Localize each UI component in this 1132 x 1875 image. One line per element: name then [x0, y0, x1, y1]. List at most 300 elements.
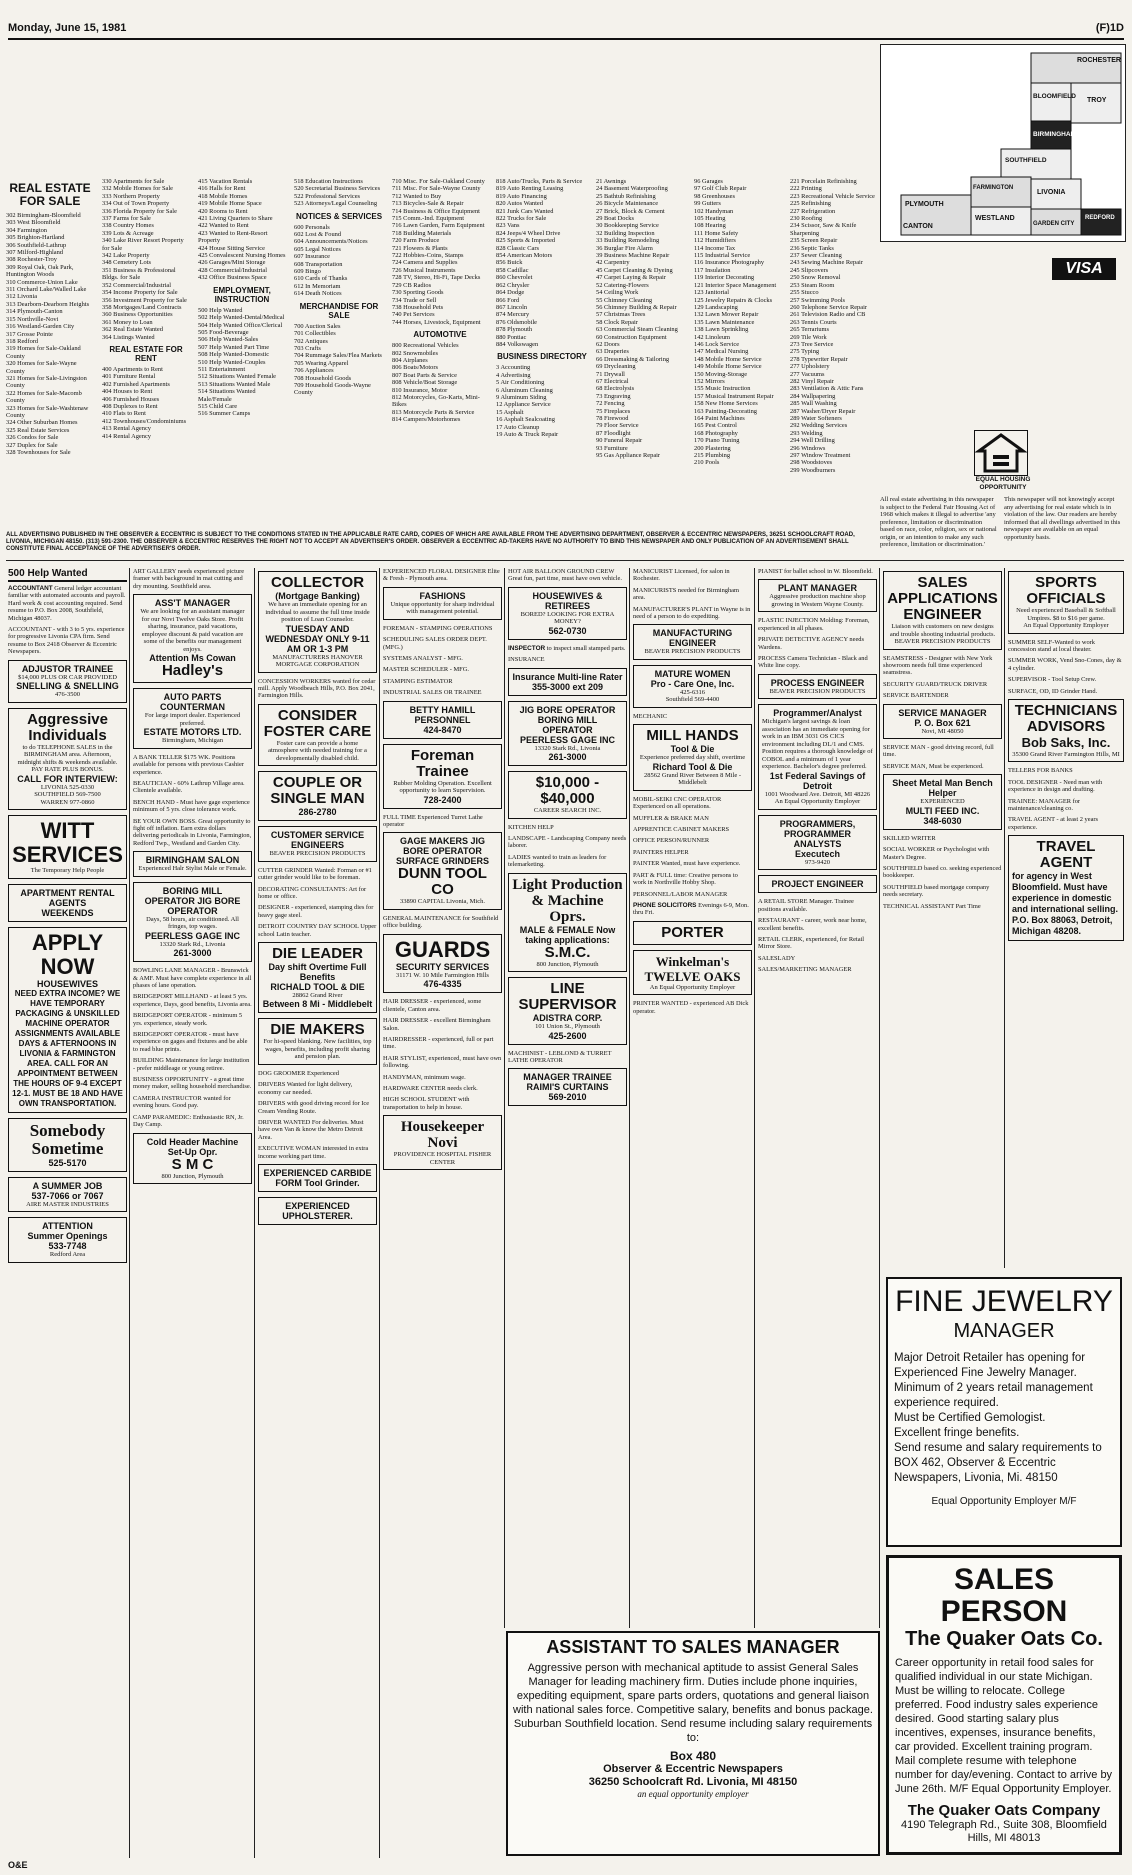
index-entry: 416 Halls for Rent — [198, 185, 246, 193]
index-entry: 257 Swimming Pools — [790, 296, 846, 304]
map-label-plymouth: PLYMOUTH — [905, 201, 944, 208]
index-entry: 4 Advertising — [496, 371, 531, 379]
ad-heading: JIG BORE OPERATOR — [519, 704, 616, 715]
ad-company: Bob Saks, Inc. — [1021, 734, 1111, 750]
ad-text: Aggressive production machine shop growing in Western Wayne County. — [769, 593, 866, 608]
ad-address: 800 Junction, Plymouth — [536, 960, 599, 968]
classified-ad: MASTER SCHEDULER - MFG. — [383, 666, 469, 674]
index-entry: 518 Education Instructions — [294, 178, 363, 185]
index-entry: 310 Commerce-Union Lake — [6, 278, 78, 286]
display-ad-housewives — [508, 587, 627, 640]
classified-ad: SURFACE, OD, ID Grinder Hand. — [1008, 687, 1098, 695]
display-ad-summer-job — [8, 1177, 127, 1213]
index-entry: 419 Mobile Home Space — [198, 200, 262, 208]
display-ad-boring-mill — [133, 882, 252, 963]
index-entry: 105 Heating — [694, 215, 726, 223]
ad-heading: CONSIDER FOSTER CARE — [263, 706, 372, 740]
index-entry: 146 Lock Service — [694, 340, 740, 348]
index-entry: 5 Air Conditioning — [496, 379, 545, 387]
ad-address: 33890 CAPITAL Livonia, Mich. — [400, 898, 485, 906]
index-entry: 364 Listings Wanted — [102, 333, 155, 341]
index-entry: 860 Chevrolet — [496, 274, 533, 282]
display-ad-sales-applications — [883, 571, 1002, 650]
index-col-9 — [790, 178, 880, 474]
index-entry: 522 Professional Services — [294, 192, 361, 200]
equal-housing-text-2: This newspaper will not knowingly accept any advertising for real estate which is in violation of the law. Our readers are hereby informed that all dwellings advertised in this newspaper are available on an equal opportunity basis. — [1004, 496, 1121, 541]
index-entry: 306 Southfield-Lathrup — [6, 241, 67, 249]
index-entry: 320 Homes for Sale-Wayne County — [6, 360, 77, 375]
display-ad-manufacturing-engineer — [633, 624, 752, 660]
index-entry: 602 Lost & Found — [294, 231, 342, 239]
ad-eoe: An Equal Opportunity Employer — [1023, 622, 1109, 629]
index-entry: 114 Income Tax — [694, 244, 736, 252]
index-col-2 — [102, 178, 190, 440]
index-heading-real-estate: REAL ESTATE FOR SALE — [9, 181, 91, 208]
classified-ad: FOREMAN - STAMPING OPERATIONS — [383, 624, 493, 632]
index-col-8 — [694, 178, 784, 467]
index-entry: 415 Vacation Rentals — [198, 178, 253, 185]
ad-subheading: WEEKENDS — [41, 907, 94, 918]
ad-text: We are looking for an assistant manager for our Novi Twelve Oaks Store. Profit sharing, insurance, paid vacations, employee discount & paid vacation are some of the benefits our management enjoys. — [140, 608, 245, 653]
index-col-6 — [496, 178, 588, 438]
advertising-conditions-notice: ALL ADVERTISING PUBLISHED IN THE OBSERVER & ECCENTRIC IS SUBJECT TO THE CONDITIONS STATED IN THE APPLICABLE RATE CARD, COPIES OF WHICH ARE AVAILABLE FROM THE ADVERTISING DEPARTMENT, OBSERVER & ECCENTRIC NEWSPAPERS, 36251 SCHOOLCRAFT ROAD, LIVONIA, MICHIGAN 48150. (313) 591-2300. THE OBSERVER & ECCENTRIC RESERVES THE RIGHT NOT TO ACCEPT AN ADVERTISER'S ORDER. OBSERVER & ECCENTRIC AD-TAKERS HAVE NO AUTHORITY TO BIND THIS NEWSPAPER AND ONLY PUBLICATION OF AN ADVERTISEMENT SHALL CONSTITUTE FINAL ACCEPTANCE OF THE ADVERTISER'S ORDER. — [6, 532, 855, 552]
ad-phone: 425-6316 — [680, 688, 705, 696]
ad-phone: 261-3000 — [173, 948, 212, 959]
ad-heading: TRAVEL AGENT — [1036, 838, 1096, 872]
index-entry: 221 Porcelain Refinishing — [790, 178, 857, 185]
index-entry: 293 Welding — [790, 429, 823, 437]
classified-ad: HAIR STYLIST, experienced, must have own following. — [383, 1054, 502, 1070]
classified-ad: PAINTER Wanted, must have experience. — [633, 860, 741, 868]
index-entry: 508 Help Wanted-Domestic — [198, 351, 270, 359]
index-list — [790, 178, 880, 474]
display-ad-birmingham-salon — [133, 851, 252, 877]
display-ad-adjustor — [8, 660, 127, 703]
index-entry: 362 Real Estate Wanted — [102, 326, 163, 334]
index-entry: 812 Motorcycles, Go-Karts, Mini-Bikes — [392, 393, 480, 409]
ad-text: For large import dealer. Experienced preferred. — [144, 712, 241, 727]
index-entry: 71 Drywall — [596, 370, 625, 378]
page-footer-mark: O&E — [8, 1860, 28, 1870]
ad-text: An Equal Opportunity Employer — [649, 983, 736, 991]
ad-text: $14,000 PLUS OR CAR PROVIDED — [18, 673, 117, 681]
ad-address: 1001 Woodward Ave. Detroit, MI 48226 — [764, 790, 871, 798]
index-entry: 424 House Sitting Service — [198, 244, 265, 252]
ad-heading: SALES APPLICATIONS ENGINEER — [887, 574, 998, 623]
index-entry: 511 Entertainment — [198, 365, 246, 373]
index-entry: 285 Wall Washing — [790, 400, 837, 408]
ad-heading: PORTER — [661, 923, 724, 941]
ad-heading: MANUFACTURING ENGINEER — [652, 628, 733, 649]
classified-ad — [8, 585, 127, 622]
display-ad-porter — [633, 921, 752, 945]
ad-text: Unique opportunity for sharp individual with management potential. — [390, 600, 495, 616]
ad-heading: COLLECTOR — [270, 574, 365, 591]
display-ad-carbide — [258, 1164, 377, 1192]
index-entry: 294 Well Drilling — [790, 437, 835, 445]
classified-ad: SEAMSTRESS - Designer with New York showroom needs full time experienced seamstress. — [883, 654, 993, 677]
index-entry: 30 Bookkeeping Service — [596, 222, 659, 230]
classified-ad: PLASTIC INJECTION Molding: Foreman, experienced in all phases. — [758, 617, 870, 632]
ad-heading: COUPLE OR SINGLE MAN — [270, 774, 365, 808]
index-entry: 237 Sewer Cleaning — [790, 252, 842, 260]
index-entry: 706 Appliances — [294, 367, 334, 375]
ad-heading: PHONE SOLICITORS — [633, 901, 697, 909]
index-entry: 700 Auction Sales — [294, 322, 341, 330]
index-entry: 702 Antiques — [294, 337, 328, 345]
ad-company: Observer & Eccentric Newspapers — [603, 1763, 783, 1775]
index-entry: 334 Out of Town Property — [102, 200, 170, 208]
classified-ad: BENCH HAND - Must have gage experience minimum of 5 yrs. close tolerance work. — [133, 798, 250, 814]
index-entry: 864 Dodge — [496, 289, 525, 297]
index-entry: 73 Engraving — [596, 392, 631, 400]
index-entry: 36 Burglar Fire Alarm — [596, 244, 653, 252]
classified-ad: TELLERS FOR BANKS — [1008, 767, 1073, 775]
index-heading-notices: NOTICES & SERVICES — [295, 211, 383, 221]
ad-heading: Cold Header Machine Set-Up Opr. — [146, 1136, 239, 1157]
index-entry: 505 Food-Beverage — [198, 328, 249, 336]
index-entry: 97 Golf Club Repair — [694, 185, 747, 193]
ad-heading: GUARDS — [394, 936, 491, 962]
classified-ad: SERVICE MAN, Must be experienced. — [883, 762, 984, 770]
index-entry: 129 Landscaping — [694, 303, 738, 311]
index-entry: 520 Secretarial Business Services — [294, 185, 381, 193]
classified-ad: SERVICE BARTENDER — [883, 692, 949, 700]
ad-box: Box 480 — [669, 1749, 717, 1763]
index-entry: 319 Homes for Sale-Oakland County — [6, 345, 81, 360]
index-col-real-estate — [6, 178, 94, 456]
index-entry: 17 Auto Cleanup — [496, 423, 540, 431]
index-entry: 822 Trucks for Sale — [496, 215, 547, 223]
ad-heading: Light Production & Machine Oprs. — [512, 876, 623, 925]
classified-ad: ACCOUNTANT - with 3 to 5 yrs. experience for progressive Livonia CPA firm. Send resume to Box 2418 Observer & Eccentric Newspapers. — [8, 626, 125, 656]
classified-ad: SCHEDULING SALES ORDER DEPT. (MFG.) — [383, 636, 487, 651]
classified-ad: LADIES wanted to train as leaders for telemarketing. — [508, 853, 607, 869]
ad-phone: 348-6030 — [923, 815, 962, 826]
index-entry: 96 Garages — [694, 178, 723, 185]
index-entry: 98 Greenhouses — [694, 192, 735, 200]
index-entry: 330 Apartments for Sale — [102, 178, 165, 185]
display-ad-asst-manager — [133, 594, 252, 683]
index-entry: 804 Airplanes — [392, 356, 428, 364]
classified-ad: SERVICE MAN - good driving record, full time. — [883, 744, 994, 759]
index-entry: 813 Motorcycle Parts & Service — [392, 408, 475, 416]
display-ad-sales-person — [886, 1555, 1122, 1855]
index-entry: 348 Cemetery Lots — [102, 259, 151, 267]
index-entry: 269 Tile Work — [790, 333, 827, 341]
index-entry: 67 Electrical — [596, 377, 629, 385]
display-ad-foster-care — [258, 704, 377, 767]
index-entry: 200 Plastering — [694, 444, 731, 452]
ad-phone: Southfield 569-4400 — [665, 696, 720, 704]
ad-text: Experienced Halr Stylist Male or Female. — [138, 865, 247, 873]
index-entry: 263 Tennis Courts — [790, 318, 837, 326]
index-entry: 297 Window Treatment — [790, 452, 851, 460]
classified-ad: LANDSCAPE - Landscaping Company needs laborer. — [508, 835, 627, 850]
display-ad-programmer-analyst — [758, 704, 877, 810]
classified-column-5 — [506, 568, 630, 1628]
index-entry: 155 Music Instruction — [694, 385, 751, 393]
index-entry: 273 Tree Service — [790, 340, 834, 348]
classified-ad: HAIRDRESSER - experienced, full or part time. — [383, 1035, 494, 1051]
display-ad-process-engineer — [758, 674, 877, 700]
index-entry: 223 Recreational Vehicle Service — [790, 192, 875, 200]
index-entry: 39 Business Machine Repair — [596, 252, 670, 260]
index-entry: 404 Houses to Rent — [102, 388, 153, 396]
index-entry: 814 Campers/Motorhomes — [392, 416, 461, 424]
display-ad-apply-now — [8, 927, 127, 1113]
index-list — [392, 178, 488, 326]
classified-ad: BOWLING LANE MANAGER - Brunswick & AMF. Must have complete experience in all phases of lane operation. — [133, 967, 252, 989]
index-entry: 303 West Bloomfield — [6, 219, 61, 227]
classified-ad: MOBIL-SEIKI CNC OPERATOR Experienced on all operations. — [633, 795, 722, 811]
index-entry: 354 Income Property for Sale — [102, 289, 178, 297]
index-list — [294, 224, 384, 298]
index-entry: 282 Vinyl Repair — [790, 377, 834, 385]
index-entry: 222 Printing — [790, 185, 822, 193]
classified-ad: SOUTHFIELD based co. seeking experienced bookkeeper. — [883, 864, 1002, 880]
index-entry: 108 Hearing — [694, 222, 726, 230]
index-entry: 234 Scissor, Saw & Knife Sharpening — [790, 222, 857, 237]
ad-area: Redford Area — [49, 1251, 86, 1259]
ad-subheading: EXPERIENCED — [920, 798, 965, 806]
display-ad-line-supervisor — [508, 977, 627, 1045]
ad-text: Major Detroit Retailer has opening for Experienced Fine Jewelry Manager. — [894, 1352, 1086, 1379]
classified-ad: HARDWARE CENTER needs clerk. — [383, 1084, 478, 1092]
ad-subheading: Novi — [427, 1135, 458, 1152]
index-entry: 327 Duplex for Sale — [6, 441, 58, 449]
classified-ad: PROCESS Camera Technician - Black and White line copy. — [758, 655, 868, 670]
ad-phone: 424-8470 — [423, 724, 462, 735]
ad-eoe: an equal opportunity employer — [637, 1789, 749, 1799]
ad-text: Must be Certified Gemologist. — [894, 1412, 1046, 1424]
index-entry: 52 Catering-Flowers — [596, 281, 649, 289]
classified-ad: BUSINESS OPPORTUNITY - a great time money maker, selling household merchandise. — [133, 1076, 252, 1091]
ad-address: Novi, MI 48050 — [921, 727, 964, 735]
index-entry: 716 Lawn Garden, Farm Equipment — [392, 222, 485, 230]
index-entry: 610 Cards of Thanks — [294, 275, 348, 283]
index-entry: 90 Funeral Repair — [596, 437, 643, 445]
display-ad-upholsterer — [258, 1197, 377, 1225]
index-entry: 284 Wallpapering — [790, 392, 836, 400]
classified-column-3 — [256, 568, 380, 1858]
ad-text: General ledger accountant familiar with automated accounts and payroll. Hard work & cost accounting required. Send resume to P.O. Box 2008, Southfield, Michigan 48037. — [8, 585, 126, 622]
ad-text: Rubber Molding Operation. Excellent opportunity to learn Supervision. — [393, 779, 492, 795]
classified-ad: PART & FULL time: Creative persons to work in Northville Hobby Shop. — [633, 871, 738, 887]
index-entry: 808 Vehicle/Boat Storage — [392, 379, 458, 387]
ad-company: 1st Federal Savings of Detroit — [769, 770, 866, 791]
index-col-5 — [392, 178, 488, 424]
index-entry: 500 Help Wanted — [198, 306, 243, 314]
index-entry: 261 Television Radio and CB — [790, 311, 866, 319]
ad-address: 800 Junction, Plymouth — [161, 1172, 224, 1180]
ad-address: 28562 Grand River Between 8 Mile - Middlebelt — [643, 771, 742, 787]
ad-company: PROVIDENCE HOSPITAL FISHER CENTER — [393, 1151, 492, 1166]
index-entry: 93 Furniture — [596, 444, 628, 452]
classified-ad: MECHANIC — [633, 712, 668, 720]
index-entry: 158 New Home Services — [694, 400, 758, 408]
ad-phone: 533-7748 — [48, 1241, 87, 1252]
index-entry: 802 Snowmobiles — [392, 349, 438, 357]
index-heading-automotive: AUTOMOTIVE — [413, 330, 467, 340]
index-entry: 703 Crafts — [294, 344, 321, 352]
index-entry: 884 Volkswagen — [496, 340, 539, 348]
classified-ad: DETROIT COUNTRY DAY SCHOOL Upper school Latin teacher. — [258, 923, 377, 938]
ad-heading: Sheet Metal Man Bench Helper — [892, 778, 993, 799]
ad-address: 28862 Grand River — [292, 991, 343, 999]
index-entry: 718 Building Materials — [392, 229, 452, 237]
ad-company: The Quaker Oats Co. — [905, 1628, 1103, 1650]
ad-text: NEED EXTRA INCOME? WE HAVE TEMPORARY PACKAGING & UNSKILLED MACHINE OPERATOR ASSIGNMENTS AVAILABLE DAYS & AFTERNOONS IN LIVONIA & FARMINGTON AREA. CALL FOR AN APPOINTMENT BETWEEN THE HOURS OF 9-4 EXCEPT 12-1. MUST BE 18 AND HAVE OWN TRANSPORTATION. — [12, 988, 123, 1108]
ad-heading: GAGE MAKERS JIG BORE OPERATOR SURFACE GRINDERS — [395, 836, 489, 867]
index-entry: 24 Basement Waterproofing — [596, 185, 668, 193]
index-entry: 807 Boat Parts & Service — [392, 371, 457, 379]
index-entry: 299 Woodburners — [790, 466, 836, 474]
map-label-redford: REDFORD — [1085, 215, 1115, 221]
classified-ad: PRINTER WANTED - experienced AB Dick operator. — [633, 1000, 749, 1015]
index-entry: 332 Mobile Homes for Sale — [102, 185, 173, 193]
ad-heading: Aggressive Individuals — [27, 710, 108, 744]
ad-phone: 569-2010 — [548, 1092, 587, 1103]
display-ad-fashions — [383, 587, 502, 620]
map-label-garden-city: GARDEN CITY — [1033, 221, 1075, 227]
index-entry: 818 Auto/Trucks, Parts & Service — [496, 178, 583, 185]
index-entry: 322 Homes for Sale-Macomb County — [6, 389, 82, 405]
index-entry: 313 Dearborn-Dearborn Heights — [6, 300, 90, 308]
page-header — [8, 22, 1124, 40]
classified-ad: BE YOUR OWN BOSS. Great opportunity to fight off inflation. Earn extra dollars delivering periodicals in Livonia, Farmington, Redford Twp., Westland and Garden City. — [133, 817, 252, 847]
ad-heading: DIE LEADER — [272, 944, 363, 962]
classified-ad: OFFICE PERSON/RUNNER — [633, 837, 710, 845]
index-entry: 326 Condos for Sale — [6, 434, 59, 442]
display-ad-service-manager — [883, 704, 1002, 740]
index-entry: 412 Townhouses/Condominiums — [102, 417, 187, 425]
ad-text: The Temporary Help People — [30, 867, 105, 875]
classified-ad: KITCHEN HELP — [508, 823, 554, 831]
display-ad-insurance-rater — [508, 668, 627, 696]
index-entry: 312 Livonia — [6, 293, 38, 301]
classified-ad: GENERAL MAINTENANCE for Southfield office building. — [383, 914, 499, 930]
index-entry: 121 Interior Space Management — [694, 281, 777, 289]
index-heading-rent: REAL ESTATE FOR RENT — [109, 344, 183, 363]
index-entry: 54 Ceiling Work — [596, 289, 639, 297]
classified-ad: CUTTER GRINDER Wanted: Forman or #1 cutter grinder would like to be foreman. — [258, 866, 372, 882]
ad-heading: MANAGER TRAINEE — [523, 1072, 612, 1083]
index-entry: 432 Office Business Space — [198, 274, 267, 282]
ad-text: Evenings 6-9, Mon. thru Fri. — [633, 901, 749, 917]
index-entry: 709 Household Goods-Wayne County — [294, 381, 371, 397]
index-col-7 — [596, 178, 688, 459]
index-entry: 170 Piano Tuning — [694, 437, 740, 445]
ad-subheading: Tool & Die — [670, 744, 715, 755]
classified-column-9 — [1006, 568, 1126, 1268]
ad-heading: EXPERIENCED CARBIDE FORM Tool Grinder. — [263, 1168, 372, 1189]
ad-phone: 562-0730 — [548, 625, 587, 636]
index-entry: 828 Classic Cars — [496, 244, 539, 252]
index-entry: 323 Homes for Sale-Washtenaw County — [6, 404, 89, 419]
index-entry: 47 Carpet Laying & Repair — [596, 274, 666, 282]
index-entry: 607 Insurance — [294, 253, 331, 261]
index-entry: 9 Aluminum Siding — [496, 393, 547, 401]
index-entry: 324 Other Suburban Homes — [6, 419, 78, 427]
ad-heading: CUSTOMER SERVICE ENGINEERS — [270, 830, 365, 851]
classified-ad: ART GALLERY needs experienced picture framer with background in mat cutting and dry mounting. Southfield area. — [133, 568, 245, 590]
classified-ad: BRIDGEPORT MILLHAND - at least 5 yrs. experience, Days, good benefits, Livonia area. — [133, 993, 252, 1008]
index-entry: 149 Mobile Home Service — [694, 363, 762, 371]
ad-heading: PLANT MANAGER — [778, 583, 857, 594]
index-entry: 721 Flowers & Plants — [392, 244, 448, 252]
index-entry: 426 Garages/Mini Storage — [198, 259, 266, 267]
map-label-southfield: SOUTHFIELD — [1005, 157, 1047, 164]
index-entry: 734 Trade or Sell — [392, 296, 437, 304]
ad-heading: PROGRAMMERS, PROGRAMMER ANALYSTS — [779, 818, 856, 849]
index-entry: 328 Townhouses for Sale — [6, 449, 71, 456]
section-divider — [6, 560, 1124, 561]
ad-eoe: Equal Opportunity Employer M/F — [931, 1496, 1077, 1507]
coverage-map — [880, 44, 1126, 242]
classified-ad: MANUFACTURER'S PLANT in Wayne is in need of a person to do expediting. — [633, 605, 751, 621]
index-entry: 265 Terrariums — [790, 326, 830, 334]
index-entry: 714 Business & Office Equipment — [392, 207, 480, 215]
index-entry: 112 Humidifiers — [694, 237, 736, 245]
ad-company: DUNN TOOL CO — [398, 865, 487, 899]
index-entry: 111 Home Safety — [694, 229, 739, 237]
coverage-map-drawing — [881, 45, 1125, 241]
index-entry: 142 Linoleum — [694, 333, 731, 341]
index-entry: 117 Insulation — [694, 266, 731, 274]
equal-housing-icon — [974, 430, 1028, 476]
ad-phone: WARREN 977-0860 — [40, 798, 95, 806]
index-list — [6, 212, 94, 456]
ad-heading: INSPECTOR — [508, 644, 546, 652]
ad-heading: Housekeeper — [400, 1119, 485, 1136]
classified-ad: EXECUTIVE WOMAN interested in extra income working part time. — [258, 1145, 369, 1160]
index-entry: 250 Snow Removal — [790, 274, 841, 282]
index-entry: 277 Upholstery — [790, 363, 830, 371]
index-entry: 321 Homes for Sale-Livingston County — [6, 374, 87, 390]
display-ad-sports-officials — [1008, 571, 1124, 634]
ad-company: Richard Tool & Die — [652, 761, 733, 772]
map-label-canton: CANTON — [903, 223, 933, 230]
ad-subheading: MANAGER — [953, 1320, 1055, 1342]
index-entry: 600 Personals — [294, 223, 330, 231]
classified-ad: TRAINEE: MANAGER for maintenance/cleaning co. — [1008, 797, 1081, 813]
display-ad-programmers — [758, 815, 877, 871]
index-entry: 235 Screen Repair — [790, 237, 838, 245]
display-ad-somebody — [8, 1118, 127, 1172]
ad-heading: Insurance Multi-line Rater — [512, 671, 623, 682]
classified-column-4 — [381, 568, 505, 1628]
classified-ad: TECHNICAL ASSISTANT Part Time — [883, 902, 981, 910]
index-entry: 245 Slipcovers — [790, 266, 829, 274]
index-entry: 420 Rooms to Rent — [198, 207, 248, 215]
index-entry: 227 Refrigeration — [790, 207, 836, 215]
ad-company: S.M.C. — [544, 943, 591, 961]
classified-ad: PIANIST for ballet school in W. Bloomfield. — [758, 568, 873, 575]
classified-ad: BEAUTICIAN - 60% Lathrup Village area. Clientele available. — [133, 779, 245, 795]
classified-ad: HOT AIR BALLOON GROUND CREW Great fun, part time, must have own vehicle. — [508, 568, 622, 583]
index-entry: 724 Camera and Supplies — [392, 259, 458, 267]
index-entry: 29 Boat Docks — [596, 215, 634, 223]
index-entry: 609 Bingo — [294, 268, 321, 276]
classified-ad: PRIVATE DETECTIVE AGENCY needs Wardens. — [758, 636, 864, 651]
index-entry: 608 Transportation — [294, 260, 343, 268]
index-list — [496, 178, 588, 348]
index-entry: 406 Furnished Houses — [102, 395, 160, 403]
index-entry: 878 Plymouth — [496, 326, 533, 334]
index-entry: 63 Commercial Steam Cleaning — [596, 326, 678, 334]
ad-phone: 286-2780 — [298, 807, 337, 818]
